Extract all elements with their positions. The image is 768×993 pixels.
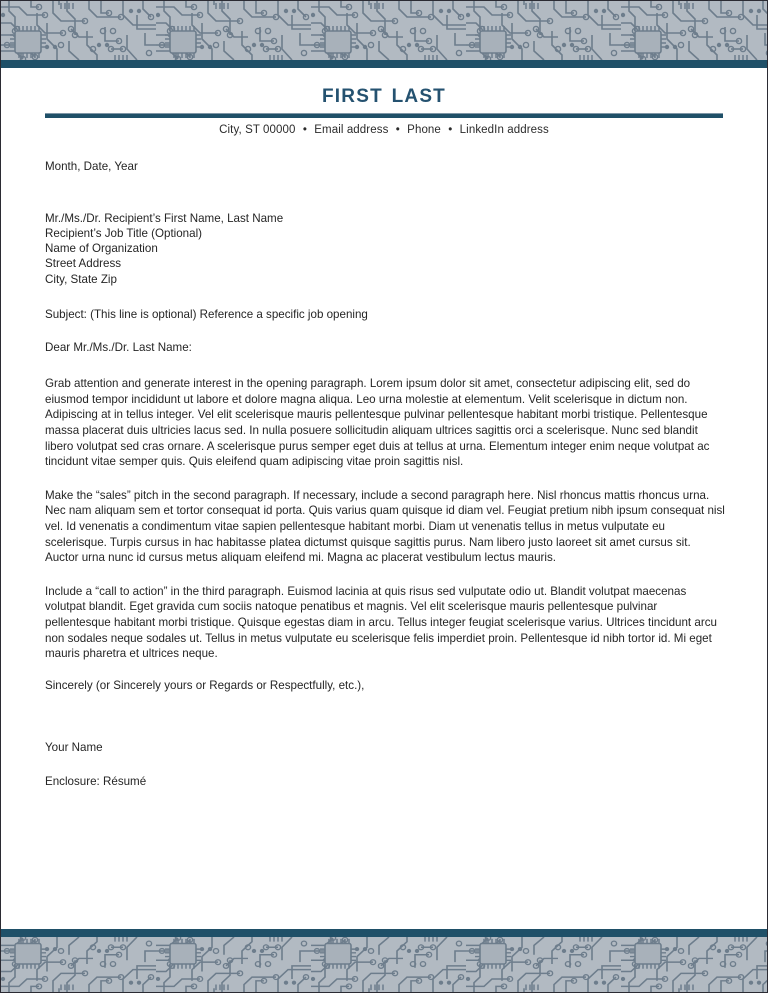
body-paragraph-2: Make the “sales” pitch in the second paragraph. If necessary, include a second paragraph here. Nisl rhoncus mattis rhoncus urna. Nec nam aliquam sem et tortor consequat id porta. Quis varius quam quisque id diam vel. Feugiat pretium nibh ipsum consequat nisl vel. Id venenatis a condimentum vitae sapien pellentesque habitant morbi. Diam ut venenatis tellus in metus vulputate eu scelerisque. Turpis cursus in hac habitasse platea dictumst quisque sagittis purus. Nam libero justo laoreet sit amet cursus sit. Auctor urna nunc id cursus metus aliquam eleifend mi. Magna ac placerat vestibulum lectus mauris. — [45, 488, 725, 565]
circuit-board-pattern-top — [1, 1, 768, 60]
letterhead-divider — [45, 113, 723, 118]
letter-body — [45, 161, 725, 788]
letter-date: Month, Date, Year — [45, 160, 138, 173]
page-title: first last — [322, 78, 446, 108]
body-paragraph-3: Include a “call to action” in the third paragraph. Euismod lacinia at quis risus sed vulputate odio ut. Blandit volutpat maecenas volutpat blandit. Eget gravida cum sociis natoque penatibus et magnis. Vel elit scelerisque mauris pellentesque pulvinar pellentesque habitant morbi tristique. Quisque egestas diam in arcu. Tellus integer feugiat scelerisque varius. Ultrices tincidunt arcu non sodales neque sodales ut. Tellus in metus vulputate eu scelerisque felis imperdiet proin. Pellentesque id nibh tortor id. Mi eget mauris pharetra et ultrices neque. — [45, 584, 717, 661]
header-decoration-band — [1, 1, 768, 68]
recipient-job-title: Recipient’s Job Title (Optional) — [45, 226, 203, 240]
closing-salutation: Sincerely (or Sincerely yours or Regards or Respectfully, etc.), — [45, 678, 365, 692]
body-paragraph-1: Grab attention and generate interest in the opening paragraph. Lorem ipsum dolor sit amet, consectetur adipiscing elit, sed do eiusmod tempor incididunt ut labore et dolore magna aliqua. Leo urna molestie at elementum. Velit scelerisque in dictum non. Adipiscing at in tellus integer. Vel elit scelerisque mauris pellentesque pulvinar pellentesque habitant morbi tristique. Pellentesque massa placerat duis ultricies lacus sed. In nulla posuere sollicitudin aliquam ultrices sagittis orci a scelerisque. Nunc sed blandit libero volutpat sed cras ornare. A scelerisque purus semper eget duis at tellus at urna. Elementum integer enim neque volutpat ac tincidunt vitae semper quis. Quis eleifend quam adipiscing vitae proin sagittis nisl. — [45, 377, 710, 469]
recipient-organization: Name of Organization — [45, 242, 158, 256]
signature-name: Your Name — [45, 741, 103, 755]
footer-decoration-band — [1, 929, 768, 992]
salutation: Dear Mr./Ms./Dr. Last Name: — [45, 340, 192, 354]
header-accent-bar — [1, 60, 768, 68]
contact-linkedin: LinkedIn address — [459, 124, 549, 137]
recipient-name: Mr./Ms./Dr. Recipient’s First Name, Last Name — [45, 211, 284, 225]
contact-separator: • — [395, 124, 400, 137]
circuit-pattern-svg — [1, 937, 768, 992]
letterhead — [45, 79, 723, 136]
contact-separator: • — [448, 124, 453, 137]
contact-location: City, ST 00000 — [219, 124, 296, 137]
circuit-board-pattern-bottom — [1, 937, 768, 992]
recipient-address-block — [45, 211, 725, 287]
recipient-street: Street Address — [45, 257, 122, 271]
subject-line: Subject: (This line is optional) Reference a specific job opening — [45, 308, 368, 322]
contact-phone: Phone — [407, 124, 441, 137]
contact-email: Email address — [314, 124, 389, 137]
contact-separator: • — [302, 124, 307, 137]
circuit-pattern-svg — [1, 1, 768, 60]
contact-line — [45, 124, 723, 136]
recipient-city-state-zip: City, State Zip — [45, 272, 117, 286]
enclosure-line: Enclosure: Résumé — [45, 774, 147, 788]
footer-accent-bar — [1, 929, 768, 937]
